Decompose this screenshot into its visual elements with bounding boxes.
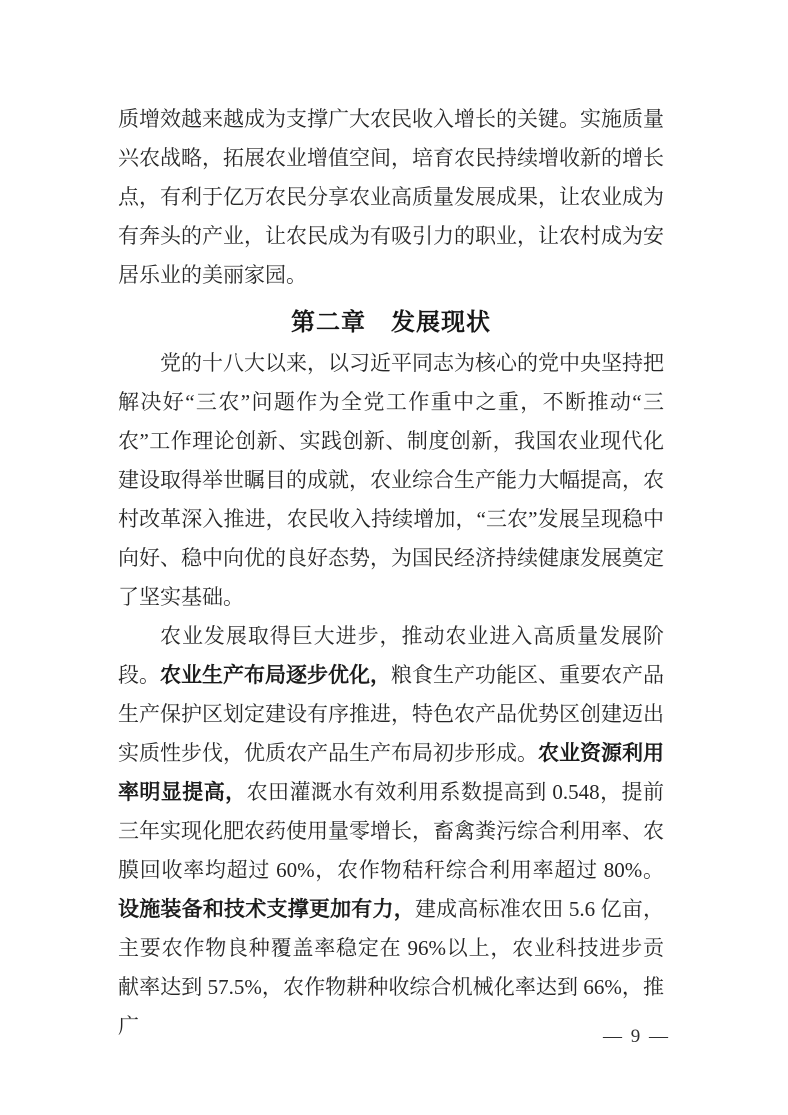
bold-text-segment: 设施装备和技术支撑更加有力， [118,897,415,921]
page-number: — 9 — [603,1026,670,1047]
paragraph [118,617,664,1046]
text-segment: 粮食生产功能区、重要农产品生产保护区划定建设有序推进，特色农产品优势区创建迈出实质性步伐，优质农产品生产布局初步形成。 [118,663,664,765]
text-segment: 农田灌溉水有效利用系数提高到 0.548，提前三年实现化肥农药使用量零增长，畜禽粪污综合利用率、农膜回收率均超过 60%，农作物秸秆综合利用率超过 80%。 [118,780,665,882]
text-segment: 党的十八大以来，以习近平同志为核心的党中央坚持把解决好“三农”问题作为全党工作重中之重，不断推动“三农”工作理论创新、实践创新、制度创新，我国农业现代化建设取得举世瞩目的成就，农业综合生产能力大幅提高，农村改革深入推进，农民收入持续增加，“三农”发展呈现稳中向好、稳中向优的良好态势，为国民经济持续健康发展奠定了坚实基础。 [118,351,664,609]
paragraph [118,100,664,295]
bold-text-segment: 农业生产布局逐步优化， [160,663,391,687]
chapter-heading: 第二章 发展现状 [291,309,491,336]
text-segment: 建成高标准农田 5.6 亿亩，主要农作物良种覆盖率稳定在 96%以上，农业科技进步贡献率达到 57.5%，农作物耕种收综合机械化率达到 66%，推广 [118,897,665,1038]
bold-text-segment: 农业资源利用率明显提高， [118,741,664,804]
paragraph [118,344,664,617]
document-body [118,100,664,1046]
text-segment: 农业发展取得巨大进步，推动农业进入高质量发展阶段。 [118,624,664,687]
text-segment: 质增效越来越成为支撑广大农民收入增长的关键。实施质量兴农战略，拓展农业增值空间，培育农民持续增收新的增长点，有利于亿万农民分享农业高质量发展成果，让农业成为有奔头的产业，让农民成为有吸引力的职业，让农村成为安居乐业的美丽家园。 [118,107,664,287]
